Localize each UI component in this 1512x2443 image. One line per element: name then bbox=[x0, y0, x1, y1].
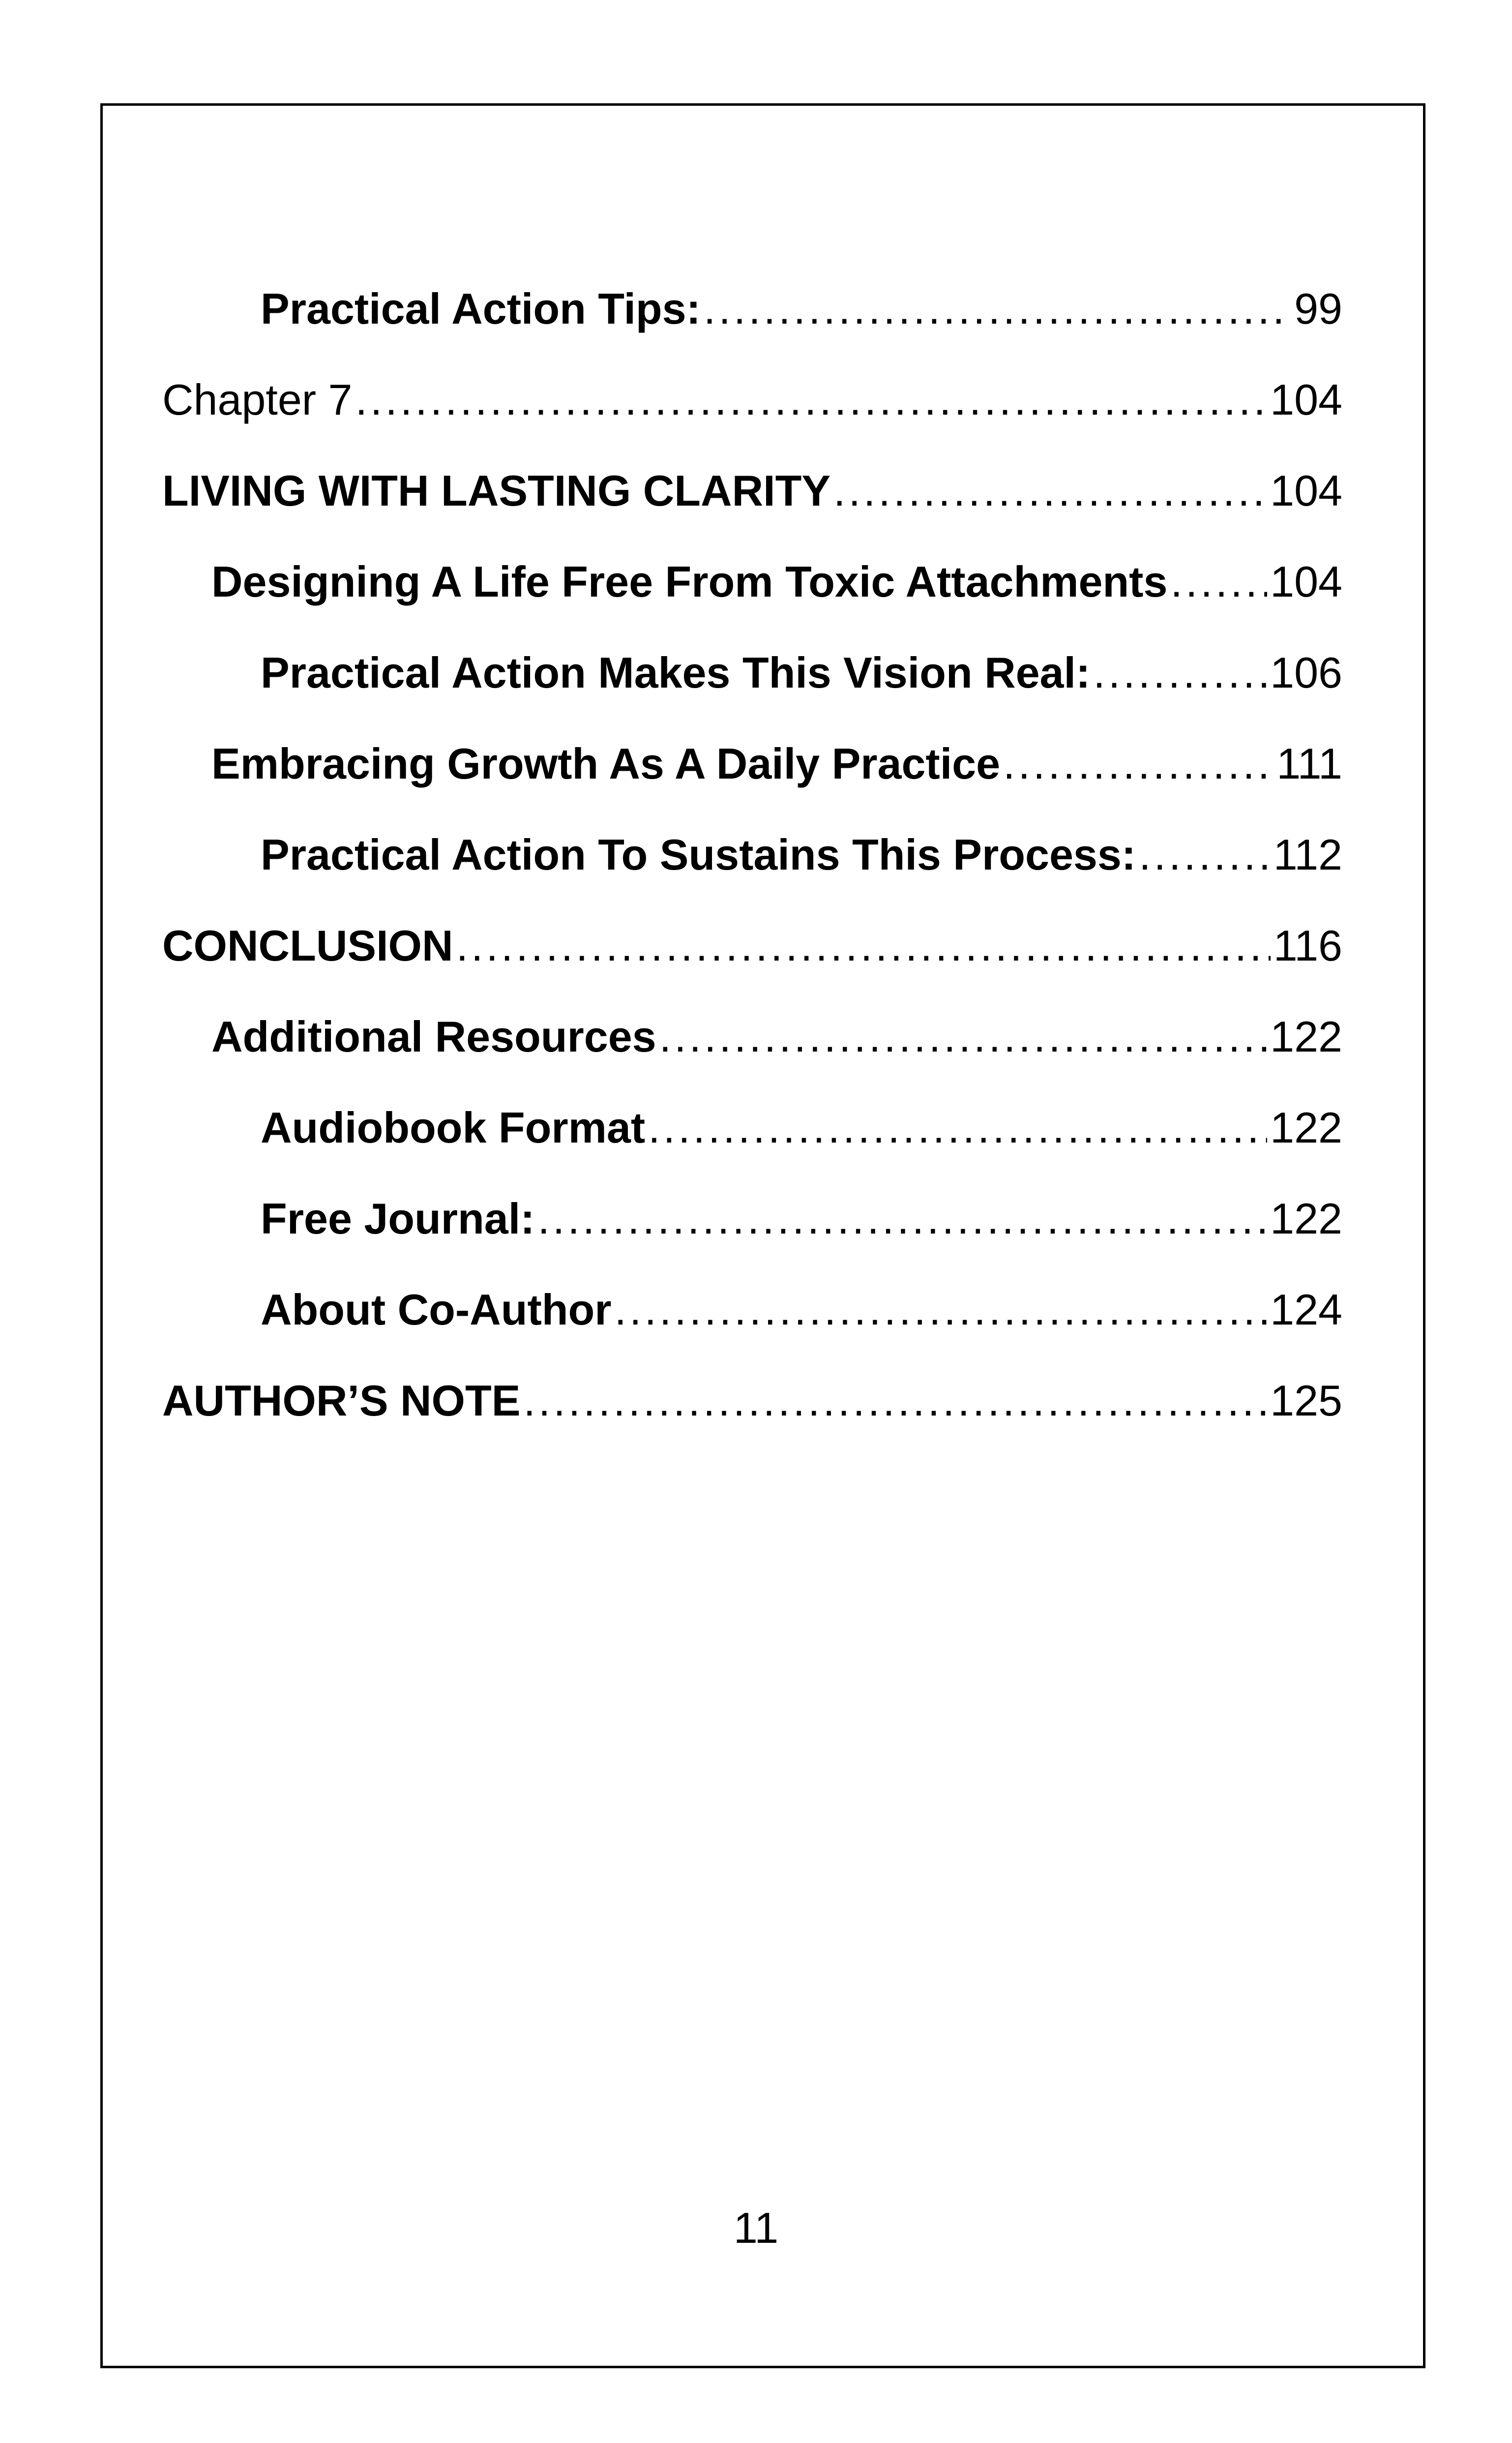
dot-leader bbox=[704, 263, 1291, 354]
toc-entry-title: Free Journal: bbox=[261, 1194, 535, 1243]
dot-leader bbox=[1170, 536, 1267, 627]
toc-entry-living-with-lasting-clarity[interactable] bbox=[162, 445, 1342, 536]
toc-entry-title: Practical Action Makes This Vision Real: bbox=[261, 648, 1091, 697]
toc-entry-title: Practical Action To Sustains This Process: bbox=[261, 830, 1136, 879]
toc-entry-page: 116 bbox=[1273, 921, 1342, 970]
toc-entry-title: Designing A Life Free From Toxic Attachments bbox=[211, 557, 1168, 606]
toc-entry-page: 104 bbox=[1270, 466, 1342, 515]
dot-leader bbox=[1093, 627, 1267, 718]
dot-leader bbox=[1139, 809, 1271, 900]
dot-leader bbox=[615, 1264, 1268, 1355]
dot-leader bbox=[833, 445, 1267, 536]
toc-entry-title: Practical Action Tips: bbox=[261, 284, 701, 333]
dot-leader bbox=[648, 1082, 1267, 1173]
toc-entry-page: 104 bbox=[1270, 375, 1342, 424]
toc-entry-page: 125 bbox=[1270, 1376, 1342, 1425]
toc-entry-title: Chapter 7 bbox=[162, 375, 353, 424]
dot-leader bbox=[1003, 718, 1274, 809]
toc-entry-embracing-growth[interactable] bbox=[162, 718, 1342, 809]
toc-entry-audiobook-format[interactable] bbox=[162, 1082, 1342, 1173]
toc-entry-page: 104 bbox=[1270, 557, 1342, 606]
dot-leader bbox=[355, 354, 1267, 445]
toc-entry-page: 122 bbox=[1270, 1103, 1342, 1152]
toc-entry-title: AUTHOR’S NOTE bbox=[162, 1376, 521, 1425]
toc-entry-title: Embracing Growth As A Daily Practice bbox=[211, 739, 1001, 788]
toc-entry-chapter-7[interactable] bbox=[162, 354, 1342, 445]
toc-entry-free-journal[interactable] bbox=[162, 1173, 1342, 1264]
toc-entry-title: CONCLUSION bbox=[162, 921, 453, 970]
toc-entry-title: LIVING WITH LASTING CLARITY bbox=[162, 466, 831, 515]
toc-entry-page: 122 bbox=[1270, 1012, 1342, 1061]
toc-entry-title: About Co-Author bbox=[261, 1285, 612, 1334]
toc-entry-page: 122 bbox=[1270, 1194, 1342, 1243]
toc-entry-page: 124 bbox=[1270, 1285, 1342, 1334]
dot-leader bbox=[659, 991, 1268, 1082]
toc-entry-authors-note[interactable] bbox=[162, 1355, 1342, 1446]
toc-entry-practical-action-tips[interactable] bbox=[162, 263, 1342, 354]
toc-entry-practical-action-sustains[interactable] bbox=[162, 809, 1342, 900]
dot-leader bbox=[537, 1173, 1267, 1264]
toc-entry-conclusion[interactable] bbox=[162, 900, 1342, 991]
toc-entry-practical-action-vision[interactable] bbox=[162, 627, 1342, 718]
table-of-contents bbox=[162, 263, 1342, 1446]
page-number: 11 bbox=[733, 2203, 779, 2252]
toc-entry-page: 99 bbox=[1294, 284, 1342, 333]
toc-entry-title: Additional Resources bbox=[211, 1012, 656, 1061]
dot-leader bbox=[523, 1355, 1267, 1446]
toc-entry-title: Audiobook Format bbox=[261, 1103, 646, 1152]
toc-entry-about-co-author[interactable] bbox=[162, 1264, 1342, 1355]
toc-entry-page: 112 bbox=[1273, 830, 1342, 879]
toc-entry-designing-a-life[interactable] bbox=[162, 536, 1342, 627]
toc-entry-page: 111 bbox=[1276, 739, 1342, 788]
toc-entry-page: 106 bbox=[1270, 648, 1342, 697]
toc-entry-additional-resources[interactable] bbox=[162, 991, 1342, 1082]
dot-leader bbox=[456, 900, 1271, 991]
